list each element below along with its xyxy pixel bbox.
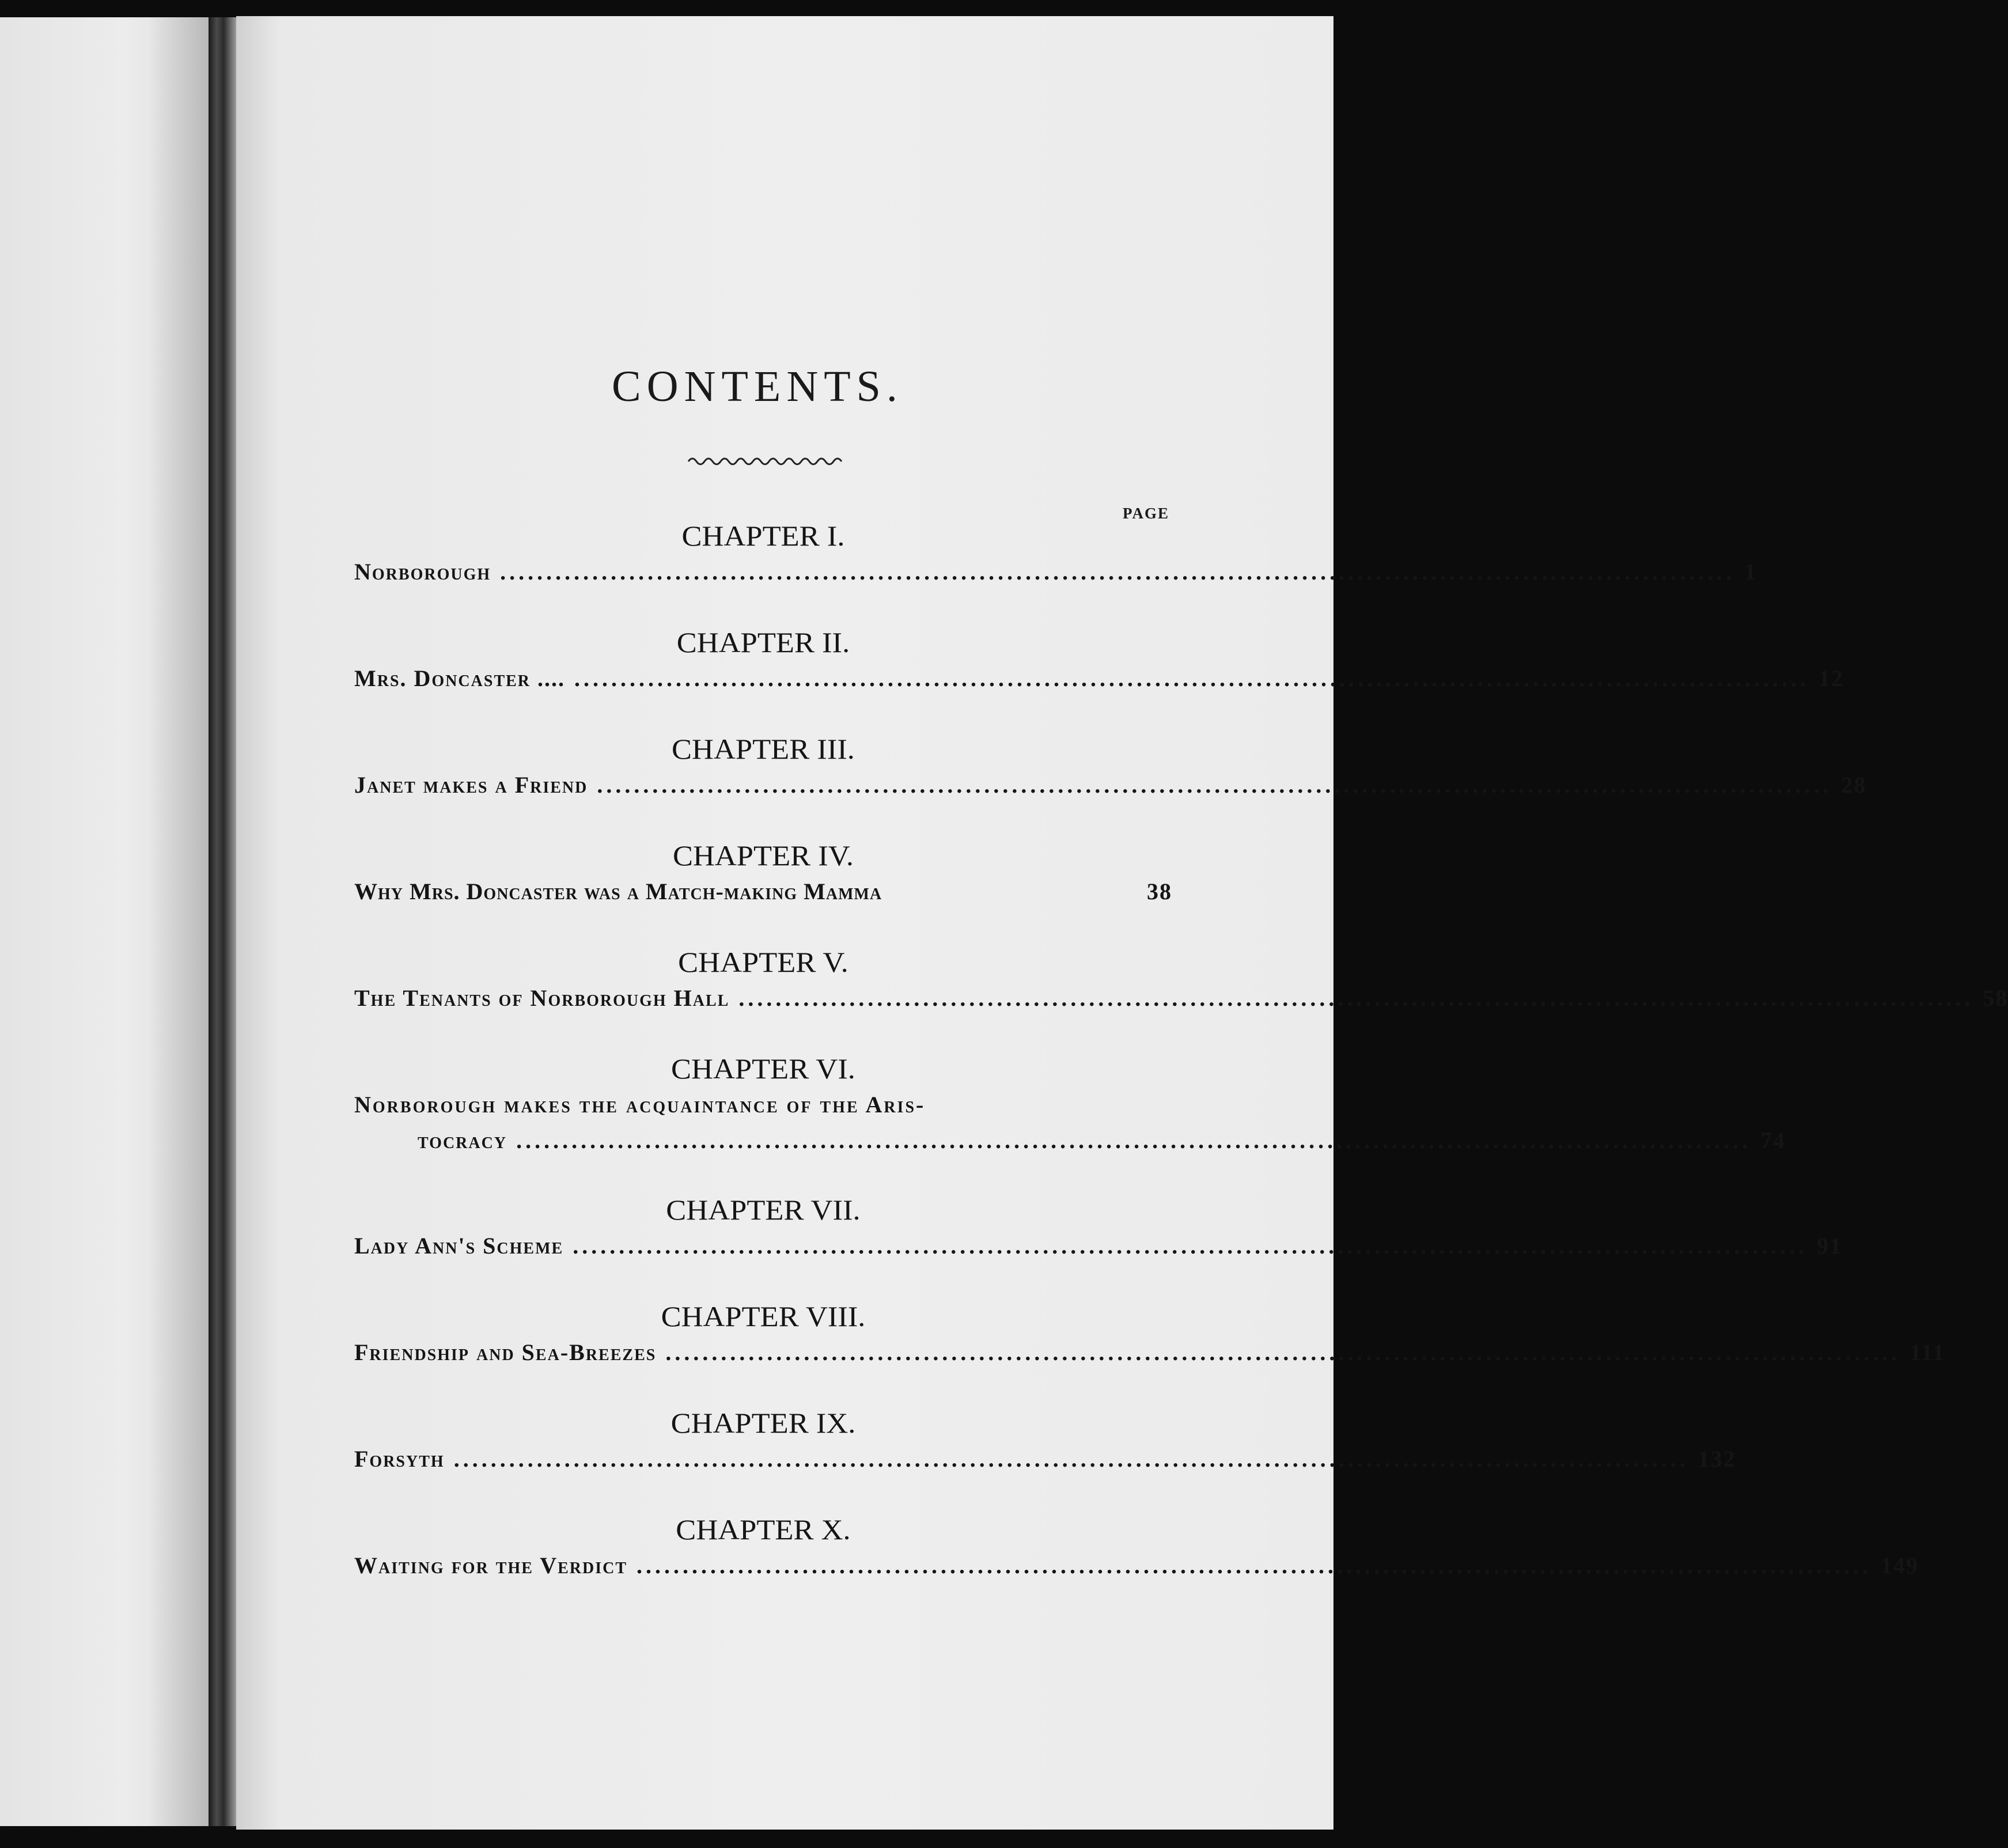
contents-page: [236, 16, 2008, 1830]
wavy-ornament-icon: [685, 451, 847, 468]
page-number: 91: [1817, 1233, 1843, 1259]
chapter-title: Forsyth: [354, 1446, 445, 1472]
toc-chapter-4: [354, 837, 1172, 910]
dot-leader: ......................................................................................................................................: [574, 665, 1810, 691]
dot-leader: ......................................................................................................................................: [500, 559, 1736, 585]
page-number: 58: [1983, 985, 2008, 1011]
page-number: 1: [1744, 559, 1757, 585]
page-column-label: PAGE: [1123, 505, 1169, 522]
toc-entry: [354, 1335, 1945, 1370]
toc-chapter-2: [354, 624, 1844, 696]
dot-leader: ......................................................................................................................................: [597, 772, 1832, 798]
toc-chapter-8: [354, 1298, 1945, 1370]
page-number: 111: [1910, 1339, 1945, 1365]
toc-chapter-5: [354, 944, 2008, 1016]
dot-leader: ......................................................................................................................................: [738, 985, 1974, 1011]
chapter-title: Waiting for the Verdict: [354, 1552, 627, 1578]
dot-leader: ......................................................................................................................................: [573, 1233, 1808, 1259]
toc-chapter-9: [354, 1404, 1736, 1477]
toc-entry: [354, 980, 2008, 1016]
chapter-title: Why Mrs. Doncaster was a Match-making Mamma: [354, 878, 882, 904]
dot-leader: ......................................................................................................................................: [665, 1339, 1901, 1365]
toc-entry: [354, 767, 1867, 803]
chapter-title: Norborough: [354, 559, 491, 585]
chapter-label: CHAPTER VII.: [666, 1194, 861, 1226]
toc-chapter-7: [354, 1191, 1843, 1264]
chapter-label: CHAPTER I.: [681, 520, 845, 552]
page-number: 38: [1147, 878, 1172, 904]
dot-leader: ......................................................................................................................................: [453, 1446, 1689, 1472]
toc-entry: [354, 554, 1757, 590]
dot-leader: ......................................................................................................................................: [516, 1127, 1752, 1153]
chapter-title: Mrs. Doncaster ....: [354, 665, 566, 691]
toc-entry: [354, 1441, 1736, 1477]
book-gutter: [209, 17, 236, 1826]
toc-entry: [354, 1123, 1786, 1158]
page-number: 74: [1760, 1127, 1786, 1153]
chapter-title-line-1: Norborough makes the acquaintance of the Aris-: [354, 1092, 926, 1118]
toc-chapter-1: [354, 517, 1757, 590]
chapter-title: The Tenants of Norborough Hall: [354, 985, 730, 1011]
toc-chapter-10: [354, 1511, 1919, 1584]
chapter-label: CHAPTER IX.: [670, 1407, 856, 1439]
page-number: 132: [1698, 1446, 1736, 1472]
toc-entry: [354, 1228, 1843, 1264]
toc-entry: [354, 1548, 1919, 1584]
chapter-title: Friendship and Sea-Breezes: [354, 1339, 657, 1365]
gutter-shadow: [149, 17, 209, 1826]
dot-leader: ......................................................................................................................................: [637, 1552, 1871, 1578]
toc-chapter-3: [354, 730, 1867, 803]
chapter-label: CHAPTER VIII.: [661, 1300, 866, 1332]
toc-entry: [354, 874, 1172, 910]
toc-chapter-6: [354, 1050, 1786, 1158]
chapter-title: Janet makes a Friend: [354, 772, 588, 798]
chapter-label: CHAPTER II.: [676, 626, 850, 658]
page-number: 28: [1841, 772, 1867, 798]
page-number: 149: [1881, 1552, 1919, 1578]
chapter-label: CHAPTER V.: [678, 946, 848, 978]
page-title: CONTENTS.: [612, 362, 903, 411]
chapter-title: Lady Ann's Scheme: [354, 1233, 564, 1259]
toc-entry: [354, 661, 1844, 696]
chapter-label: CHAPTER VI.: [671, 1052, 855, 1085]
page-number: 12: [1818, 665, 1844, 691]
chapter-label: CHAPTER X.: [676, 1513, 851, 1546]
chapter-label: CHAPTER IV.: [672, 839, 854, 872]
chapter-title-line-2: tocracy: [418, 1127, 507, 1153]
chapter-label: CHAPTER III.: [672, 733, 855, 765]
